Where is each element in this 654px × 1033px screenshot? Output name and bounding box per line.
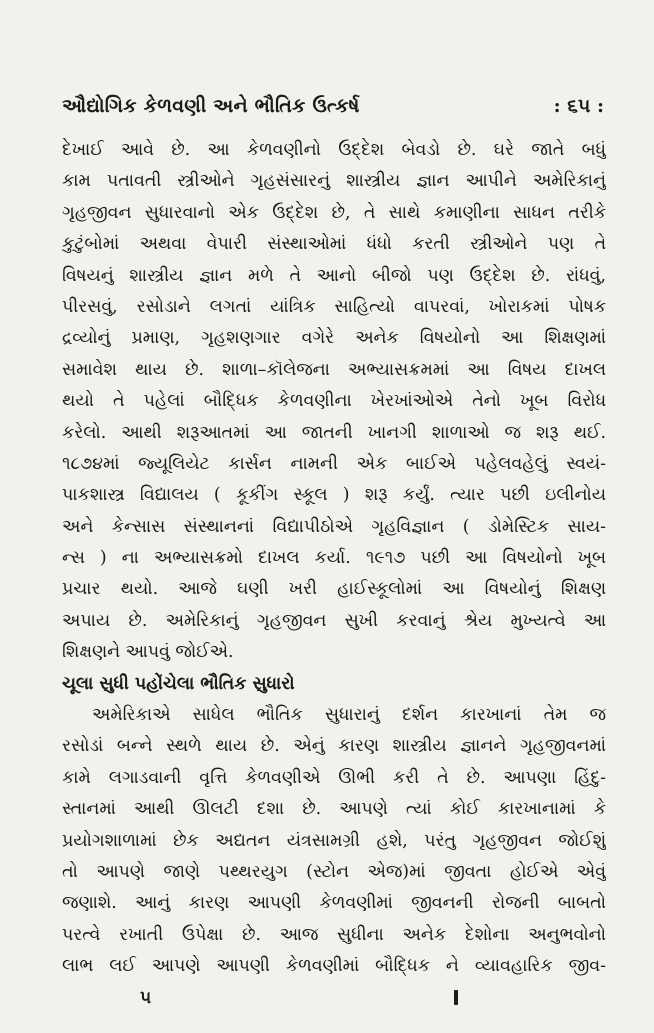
page-number: : ૬૫ : (553, 95, 604, 117)
text-line: જણાશે. આનું કારણ આપણી કેળવણીમાં જીવનની રોજની બાબતો (62, 893, 606, 914)
text-line: થયો તે પહેલાં બૌદ્ધિક કેળવણીના ખેરખાંઓએ તેનો ખૂબ વિરોધ (62, 391, 606, 412)
text-line: દ્રવ્યોનું પ્રમાણ, ગૃહશણગાર વગેરે અનેક વિષયોનો આ શિક્ષણમાં (62, 328, 606, 349)
text-line: દેખાઈ આવે છે. આ કેળવણીનો ઉદ્દેશ બેવડો છે. ઘરે જાતે બધું (62, 140, 606, 160)
page-footer (62, 988, 606, 1016)
text-line: કુટુંબોમાં અથવા વેપારી સંસ્થાઓમાં ધંધો કરતી સ્ત્રીઓને પણ તે (62, 234, 606, 255)
text-line: તો આપણે જાણે પથ્થરયુગ (સ્ટોન એજ)માં જીવતા હોઈએ એવું (62, 861, 606, 882)
text-line: કરેલો. આથી શરૂઆતમાં આ જાતની ખાનગી શાળાઓ જ શરૂ થઈ. (62, 422, 606, 443)
text-line: ન્સ ) ના અભ્યાસક્રમો દાખલ કર્યા. ૧૯૧૭ પછી આ વિષયોનો ખૂબ (62, 548, 606, 569)
text-line: સમાવેશ થાય છે. શાળા–કૉલેજના અભ્યાસક્રમમાં આ વિષય દાખલ (62, 359, 606, 380)
text-line: લાભ લઈ આપણે આપણી કેળવણીમાં બૌદ્ધિક ને વ્યાવહારિક જીવ- (62, 956, 606, 977)
text-line: અપાય છે. અમેરિકાનું ગૃહજીવન સુખી કરવાનું શ્રેય મુખ્યત્વે આ (62, 610, 606, 631)
section-heading: ચૂલા સુધી પહોંચેલા ભૌતિક સુધારો (62, 673, 295, 694)
text-line: પીરસવું, રસોડાને લગતાં યાંત્રિક સાહિત્યો વાપરવાં, ખોરાકમાં પોષક (62, 296, 606, 317)
text-line: વિષયનું શાસ્ત્રીય જ્ઞાન મળે તે આનો બીજો પણ ઉદ્દેશ છે. રાંધવું, (62, 265, 606, 286)
text-line: પાકશાસ્ત્ર વિદ્યાલય ( કૂકીંગ સ્કૂલ ) શરૂ કર્યું. ત્યાર પછી ઇલીનોય (62, 485, 606, 506)
text-line: ૧૮૭૪માં જ્યૂલિયેટ કાર્સન નામની એક બાઈએ પહેલવહેલું સ્વયં- (62, 453, 606, 474)
text-line: શિક્ષણને આપવું જોઈએ. (62, 642, 234, 663)
text-line: અને કેન્સાસ સંસ્થાનનાં વિદ્યાપીઠોએ ગૃહવિજ્ઞાન ( ડોમેસ્ટિક સાય- (62, 516, 606, 537)
text-line: પરત્વે રખાતી ઉપેક્ષા છે. આજ સુધીના અનેક દેશોના અનુભવોનો (62, 924, 606, 945)
printer-mark (454, 990, 458, 1005)
signature-mark: ૫ (140, 988, 152, 1008)
text-line: ગૃહજીવન સુધારવાનો એક ઉદ્દેશ છે, તે સાથે કમાણીના સાધન તરીકે (62, 202, 606, 223)
text-line: કામ પતાવતી સ્ત્રીઓને ગૃહસંસારનું શાસ્ત્રીય જ્ઞાન આપીને અમેરિકાનું (62, 171, 606, 192)
text-line: અમેરિકાએ સાધેલ ભૌતિક સુધારાનું દર્શન કારખાનાં તેમ જ (92, 705, 606, 726)
text-line: કામે લગાડવાની વૃત્તિ કેળવણીએ ઊભી કરી તે છે. આપણા હિંદુ- (62, 767, 606, 788)
text-line: પ્રચાર થયો. આજે ઘણી ખરી હાઈસ્કૂલોમાં આ વિષયોનું શિક્ષણ (62, 579, 606, 600)
chapter-title: ઔદ્યોગિક કેળવણી અને ભૌતિક ઉત્કર્ષ (62, 95, 360, 117)
text-line: રસોડાં બન્ને સ્થળે થાય છે. એનું કારણ શાસ્ત્રીય જ્ઞાનને ગૃહજીવનમાં (62, 736, 606, 757)
text-line: સ્તાનમાં આથી ઊલટી દશા છે. આપણે ત્યાં કોઈ કારખાનામાં કે (62, 799, 606, 820)
page-body (62, 135, 606, 983)
text-line: પ્રયોગશાળામાં છેક અદ્યતન યંત્રસામગ્રી હશે, પરંતુ ગૃહજીવન જોઈશું (62, 830, 606, 851)
running-header (62, 95, 604, 123)
